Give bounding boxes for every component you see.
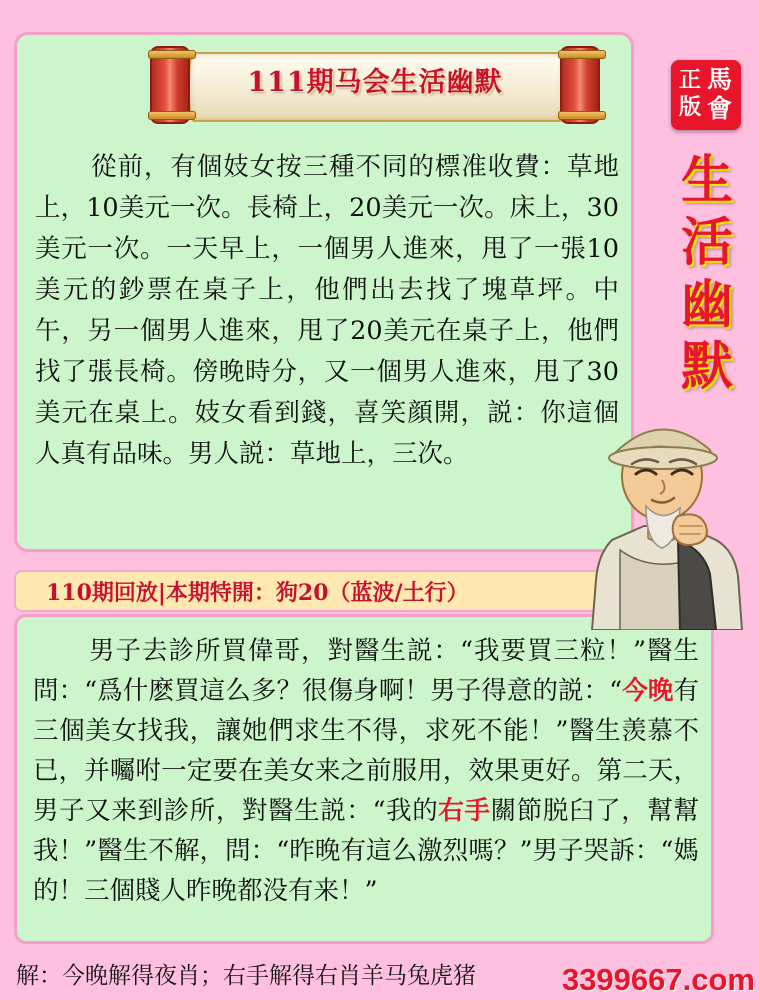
joke-top-text: 從前，有個妓女按三種不同的標准收費：草地上，10美元一次。長椅上，20美元一次。床上，30美元一次。一天早上，一個男人進來，甩了一張10美元的鈔票在桌子上，他們出去找了塊草坪。中午，另一個男人進來，甩了20美元在桌子上，他們找了張長椅。傍晚時分，又一個男人進來，甩了30美元在桌上。妓女看到錢，喜笑顔開，説：你這個人真有品味。男人説：草地上，三次。	[35, 152, 619, 469]
joke-bottom-highlight-1: 今晚	[622, 676, 674, 706]
scroll-roller-left-icon	[150, 46, 190, 124]
seal-char-2: 版	[679, 94, 702, 120]
vertical-title	[667, 150, 747, 398]
scroll-banner	[150, 46, 600, 124]
site-watermark: 3399667.com	[561, 962, 755, 997]
seal-char-4: 會	[707, 94, 733, 123]
joke-bottom-highlight-2: 右手	[438, 796, 491, 826]
vertical-title-char-2: 活	[680, 212, 733, 273]
joke-bottom-part-2: 有三個美女找我，讓她們求生不得，求死不能！”醫生羡慕不已，并囑咐一定要在美女来之前服用，效果更好。第二天，男子又来到診所，對醫生説：“我的	[33, 676, 699, 826]
joke-bottom-part-1: 男子去診所買偉哥，對醫生説：“我要買三粒！”醫生問：“爲什麽買這么多？很傷身啊！男子得意的説：“	[33, 636, 699, 706]
ribbon-text: 110期回放|本期特開：狗20（蓝波/土行）	[46, 579, 469, 606]
seal-char-3: 馬	[707, 65, 733, 94]
bottom-joke-panel	[14, 614, 714, 944]
vertical-title-char-4: 默	[680, 336, 733, 397]
vertical-title-char-3: 幽	[680, 274, 733, 335]
old-man-illustration	[560, 390, 759, 630]
joke-bottom-text	[33, 631, 699, 911]
banner-title: 111期马会生活幽默	[247, 67, 503, 98]
joke-bottom-part-3: 關節脱臼了，幫幫我！”醫生不解，問：“昨晚有這么激烈嗎？”男子哭訴：“媽的！三個賤人昨晚都没有来！”	[33, 796, 699, 906]
scroll-roller-right-icon	[560, 46, 600, 124]
vertical-title-char-1: 生	[680, 150, 733, 211]
answer-footer: 解：今晚解得夜肖；右手解得右肖羊马兔虎猪	[16, 963, 476, 989]
authenticity-seal-icon	[671, 60, 741, 130]
seal-char-1: 正	[679, 67, 702, 93]
